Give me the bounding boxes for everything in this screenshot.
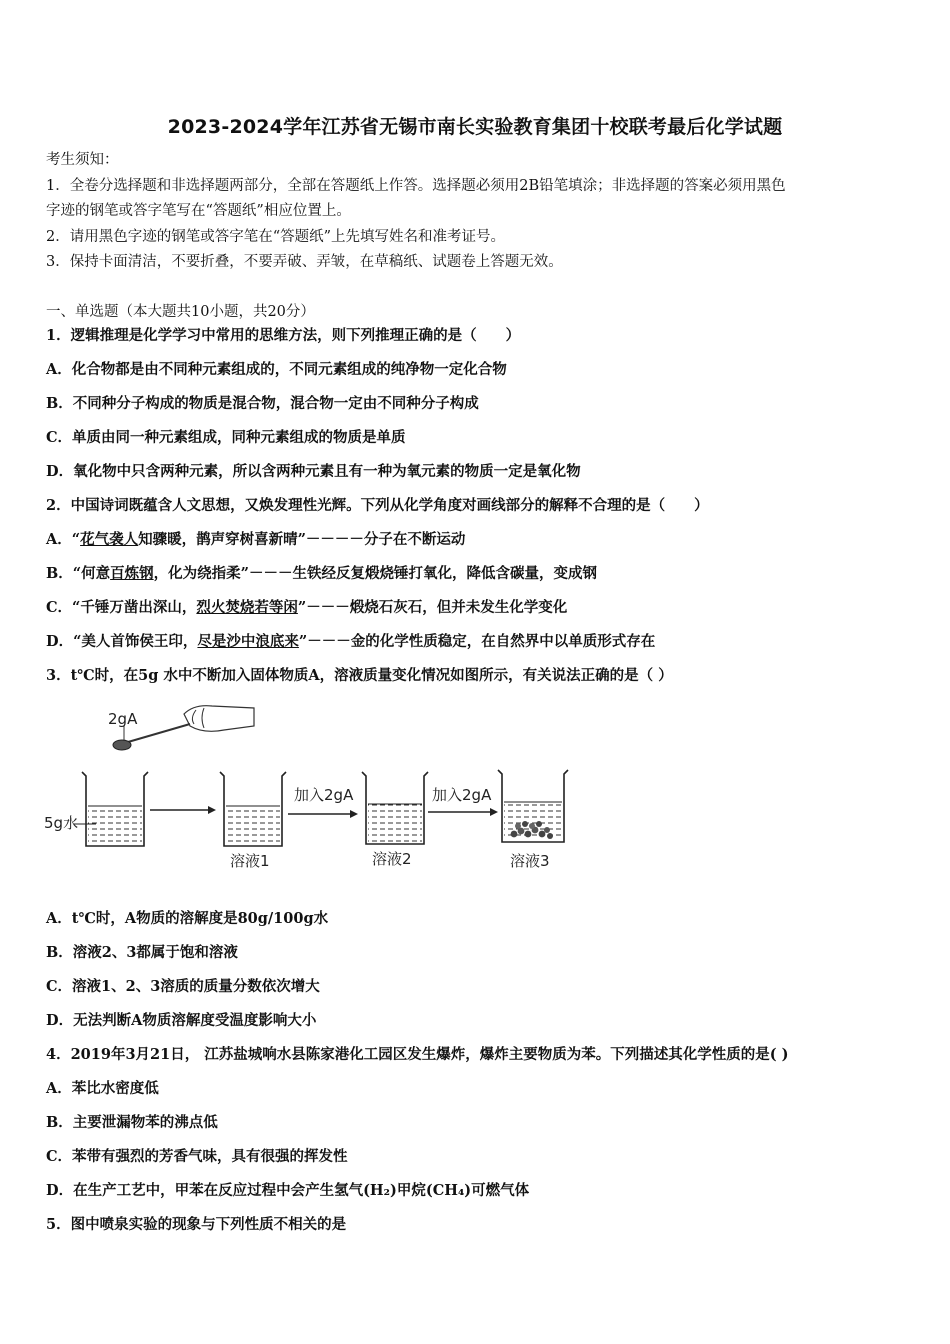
arrow-2 <box>288 786 358 818</box>
beaker-water <box>44 772 148 846</box>
question-3-stem: 3．t℃时，在5g 水中不断加入固体物质A，溶液质量变化情况如图所示，有关说法正确的是（ ） <box>46 667 673 684</box>
question-2-stem: 2．中国诗词既蕴含人文思想，又焕发理性光辉。下列从化学角度对画线部分的解释不合理的是（ ） <box>46 497 709 514</box>
arrow-1 <box>150 806 216 814</box>
question-2-option-c <box>46 598 567 618</box>
beaker-solution-3 <box>498 770 568 870</box>
notice-item: 字迹的钢笔或答字笔写在“答题纸”相应位置上。 <box>46 203 351 219</box>
question-4-stem: 4．2019年3月21日， 江苏盐城响水县陈家港化工园区发生爆炸，爆炸主要物质为苯。下列描述其化学性质的是( ) <box>46 1046 789 1063</box>
underlined-phrase: 百炼钢 <box>110 565 154 582</box>
arrow-3 <box>428 786 498 816</box>
notice-heading: 考生须知： <box>46 152 119 168</box>
underlined-phrase: 花气袭人 <box>80 531 139 548</box>
option-rest: 知骤暖，鹊声穿树喜新晴”－－－－分子在不断运动 <box>138 531 466 548</box>
add-label-2: 加入2gA <box>432 786 492 804</box>
question-5-stem: 5．图中喷泉实验的现象与下列性质不相关的是 <box>46 1216 347 1233</box>
question-1-option-a: A．化合物都是由不同种元素组成的，不同元素组成的纯净物一定化合物 <box>46 361 507 378</box>
question-1-stem: 1．逻辑推理是化学学习中常用的思维方法，则下列推理正确的是（ ） <box>46 327 521 344</box>
water-label: 5g水 <box>44 814 79 832</box>
option-prefix: B．“何意 <box>46 565 111 582</box>
question-4-option-c: C．苯带有强烈的芳香气味，具有很强的挥发性 <box>46 1148 348 1165</box>
solution-1-label: 溶液1 <box>230 852 270 870</box>
notice-item: 2．请用黑色字迹的钢笔或答字笔在“答题纸”上先填写姓名和准考证号。 <box>46 229 506 245</box>
question-3-option-b: B．溶液2、3都属于饱和溶液 <box>46 944 238 961</box>
spoon-label: 2gA <box>108 710 138 728</box>
page-title: 2023-2024学年江苏省无锡市南长实验教育集团十校联考最后化学试题 <box>167 116 783 138</box>
question-4-option-a: A．苯比水密度低 <box>46 1080 159 1097</box>
hand-spoon-illustration <box>108 706 254 750</box>
notice-item: 3．保持卡面清洁，不要折叠，不要弄破、弄皱，在草稿纸、试题卷上答题无效。 <box>46 254 563 270</box>
question-1-option-d: D．氧化物中只含两种元素，所以含两种元素且有一种为氧元素的物质一定是氧化物 <box>46 463 581 480</box>
option-rest: ”－－－金的化学性质稳定，在自然界中以单质形式存在 <box>298 633 656 650</box>
question-2-option-a <box>46 530 465 550</box>
question-3-option-c: C．溶液1、2、3溶质的质量分数依次增大 <box>46 978 320 995</box>
underlined-phrase: 尽是沙中浪底来 <box>197 633 299 650</box>
underlined-phrase: 烈火焚烧若等闲 <box>196 599 298 616</box>
notice-item: 1．全卷分选择题和非选择题两部分，全部在答题纸上作答。选择题必须用2B铅笔填涂；非选择题的答案必须用黑色 <box>46 178 786 194</box>
solution-3-label: 溶液3 <box>510 852 550 870</box>
beaker-solution-1 <box>220 772 286 870</box>
question-4-option-b: B．主要泄漏物苯的沸点低 <box>46 1114 218 1131</box>
option-prefix: C．“千锤万凿出深山， <box>46 599 197 616</box>
question-3-option-a: A．t℃时，A物质的溶解度是80g/100g水 <box>46 910 329 927</box>
add-label-1: 加入2gA <box>294 786 354 804</box>
question-3-option-d: D．无法判断A物质溶解度受温度影响大小 <box>46 1012 317 1029</box>
option-prefix: D．“美人首饰侯王印， <box>46 633 198 650</box>
question-1-option-c: C．单质由同一种元素组成，同种元素组成的物质是单质 <box>46 429 406 446</box>
question-2-option-b <box>46 564 597 584</box>
question-4-option-d: D．在生产工艺中，甲苯在反应过程中会产生氢气(H₂)甲烷(CH₄)可燃气体 <box>46 1182 530 1199</box>
beaker-solution-2 <box>362 772 428 868</box>
section-heading: 一、单选题（本大题共10小题，共20分） <box>46 304 315 320</box>
question-1-option-b: B．不同种分子构成的物质是混合物，混合物一定由不同种分子构成 <box>46 395 479 412</box>
option-rest: ，化为绕指柔”－－－生铁经反复煅烧锤打氧化，降低含碳量，变成钢 <box>153 565 597 582</box>
solution-2-label: 溶液2 <box>372 850 412 868</box>
dissolution-diagram <box>44 700 604 890</box>
option-rest: ”－－－煅烧石灰石，但并未发生化学变化 <box>297 599 568 616</box>
question-2-option-d <box>46 632 655 652</box>
option-prefix: A．“ <box>46 531 81 548</box>
